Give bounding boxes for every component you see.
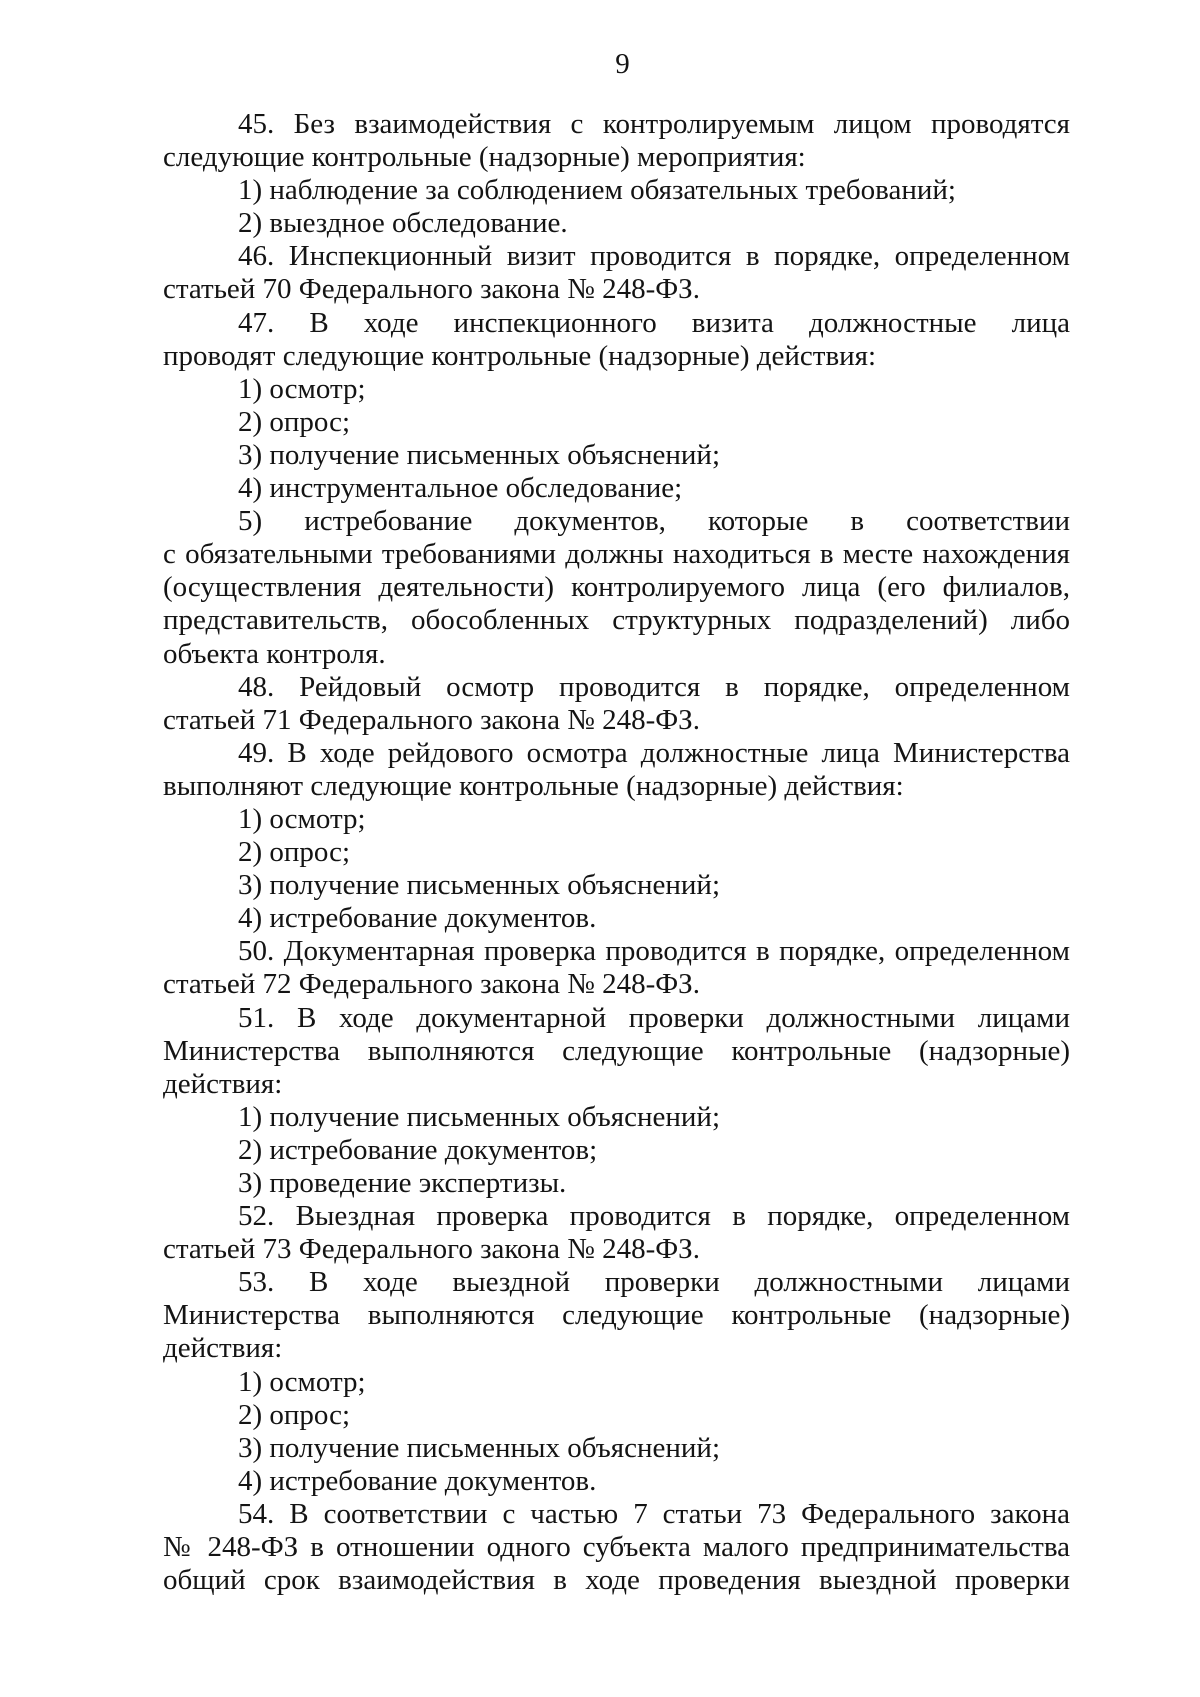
- text-line: с обязательными требованиями должны находиться в месте нахождения: [163, 538, 1070, 571]
- text-line: объекта контроля.: [163, 637, 386, 670]
- text-line: 48. Рейдовый осмотр проводится в порядке, определенном: [238, 670, 1070, 703]
- text-line: Министерства выполняются следующие контрольные (надзорные): [163, 1034, 1070, 1067]
- text-line: 2) выездное обследование.: [238, 207, 568, 240]
- text-line: 3) получение письменных объяснений;: [238, 869, 721, 902]
- text-line: 1) осмотр;: [238, 802, 366, 835]
- text-line: 1) осмотр;: [238, 372, 366, 405]
- text-line: 3) проведение экспертизы.: [238, 1167, 567, 1199]
- text-line: действия:: [163, 1067, 283, 1100]
- text-line: 54. В соответствии с частью 7 статьи 73 Федерального закона: [238, 1497, 1070, 1530]
- text-line: 4) истребование документов.: [238, 1464, 597, 1497]
- text-line: 52. Выездная проверка проводится в порядке, определенном: [238, 1200, 1070, 1233]
- text-line: Министерства выполняются следующие контрольные (надзорные): [163, 1299, 1070, 1332]
- text-line: проводят следующие контрольные (надзорные) действия:: [163, 339, 877, 372]
- text-line: действия:: [163, 1332, 283, 1365]
- text-line: представительств, обособленных структурных подразделений) либо: [163, 604, 1070, 637]
- text-line: 1) осмотр;: [238, 1365, 366, 1398]
- text-line: выполняют следующие контрольные (надзорные) действия:: [163, 769, 904, 802]
- text-line: 51. В ходе документарной проверки должностными лицами: [238, 1001, 1070, 1034]
- text-line: (осуществления деятельности) контролируемого лица (его филиалов,: [163, 571, 1070, 604]
- text-line: 3) получение письменных объяснений;: [238, 1431, 721, 1464]
- text-line: статьей 70 Федерального закона № 248-ФЗ.: [163, 273, 700, 306]
- text-line: следующие контрольные (надзорные) мероприятия:: [163, 141, 806, 174]
- text-line: 47. В ходе инспекционного визита должностные лица: [238, 306, 1070, 339]
- text-line: 2) истребование документов;: [238, 1133, 598, 1166]
- text-line: общий срок взаимодействия в ходе проведения выездной проверки: [163, 1564, 1070, 1597]
- text-line: 50. Документарная проверка проводится в порядке, определенном: [238, 935, 1070, 968]
- text-line: 2) опрос;: [238, 405, 351, 438]
- text-line: № 248-ФЗ в отношении одного субъекта малого предпринимательства: [163, 1531, 1070, 1564]
- text-line: 4) инструментальное обследование;: [238, 472, 683, 505]
- text-line: статьей 72 Федерального закона № 248-ФЗ.: [163, 968, 700, 1001]
- page-number: 9: [615, 48, 630, 80]
- text-line: статьей 71 Федерального закона № 248-ФЗ.: [163, 703, 700, 736]
- text-line: 5) истребование документов, которые в соответствии: [238, 505, 1070, 538]
- text-line: 3) получение письменных объяснений;: [238, 438, 721, 471]
- text-line: статьей 73 Федерального закона № 248-ФЗ.: [163, 1233, 700, 1266]
- text-line: 1) наблюдение за соблюдением обязательных требований;: [238, 174, 956, 207]
- text-line: 45. Без взаимодействия с контролируемым лицом проводятся: [238, 108, 1070, 140]
- document-body: [163, 108, 1070, 1597]
- text-line: 46. Инспекционный визит проводится в порядке, определенном: [238, 240, 1070, 273]
- text-line: 1) получение письменных объяснений;: [238, 1100, 721, 1133]
- text-line: 2) опрос;: [238, 1398, 351, 1431]
- text-line: 49. В ходе рейдового осмотра должностные лица Министерства: [238, 736, 1070, 769]
- text-line: 4) истребование документов.: [238, 902, 597, 935]
- text-line: 2) опрос;: [238, 836, 351, 869]
- text-line: 53. В ходе выездной проверки должностными лицами: [238, 1266, 1070, 1299]
